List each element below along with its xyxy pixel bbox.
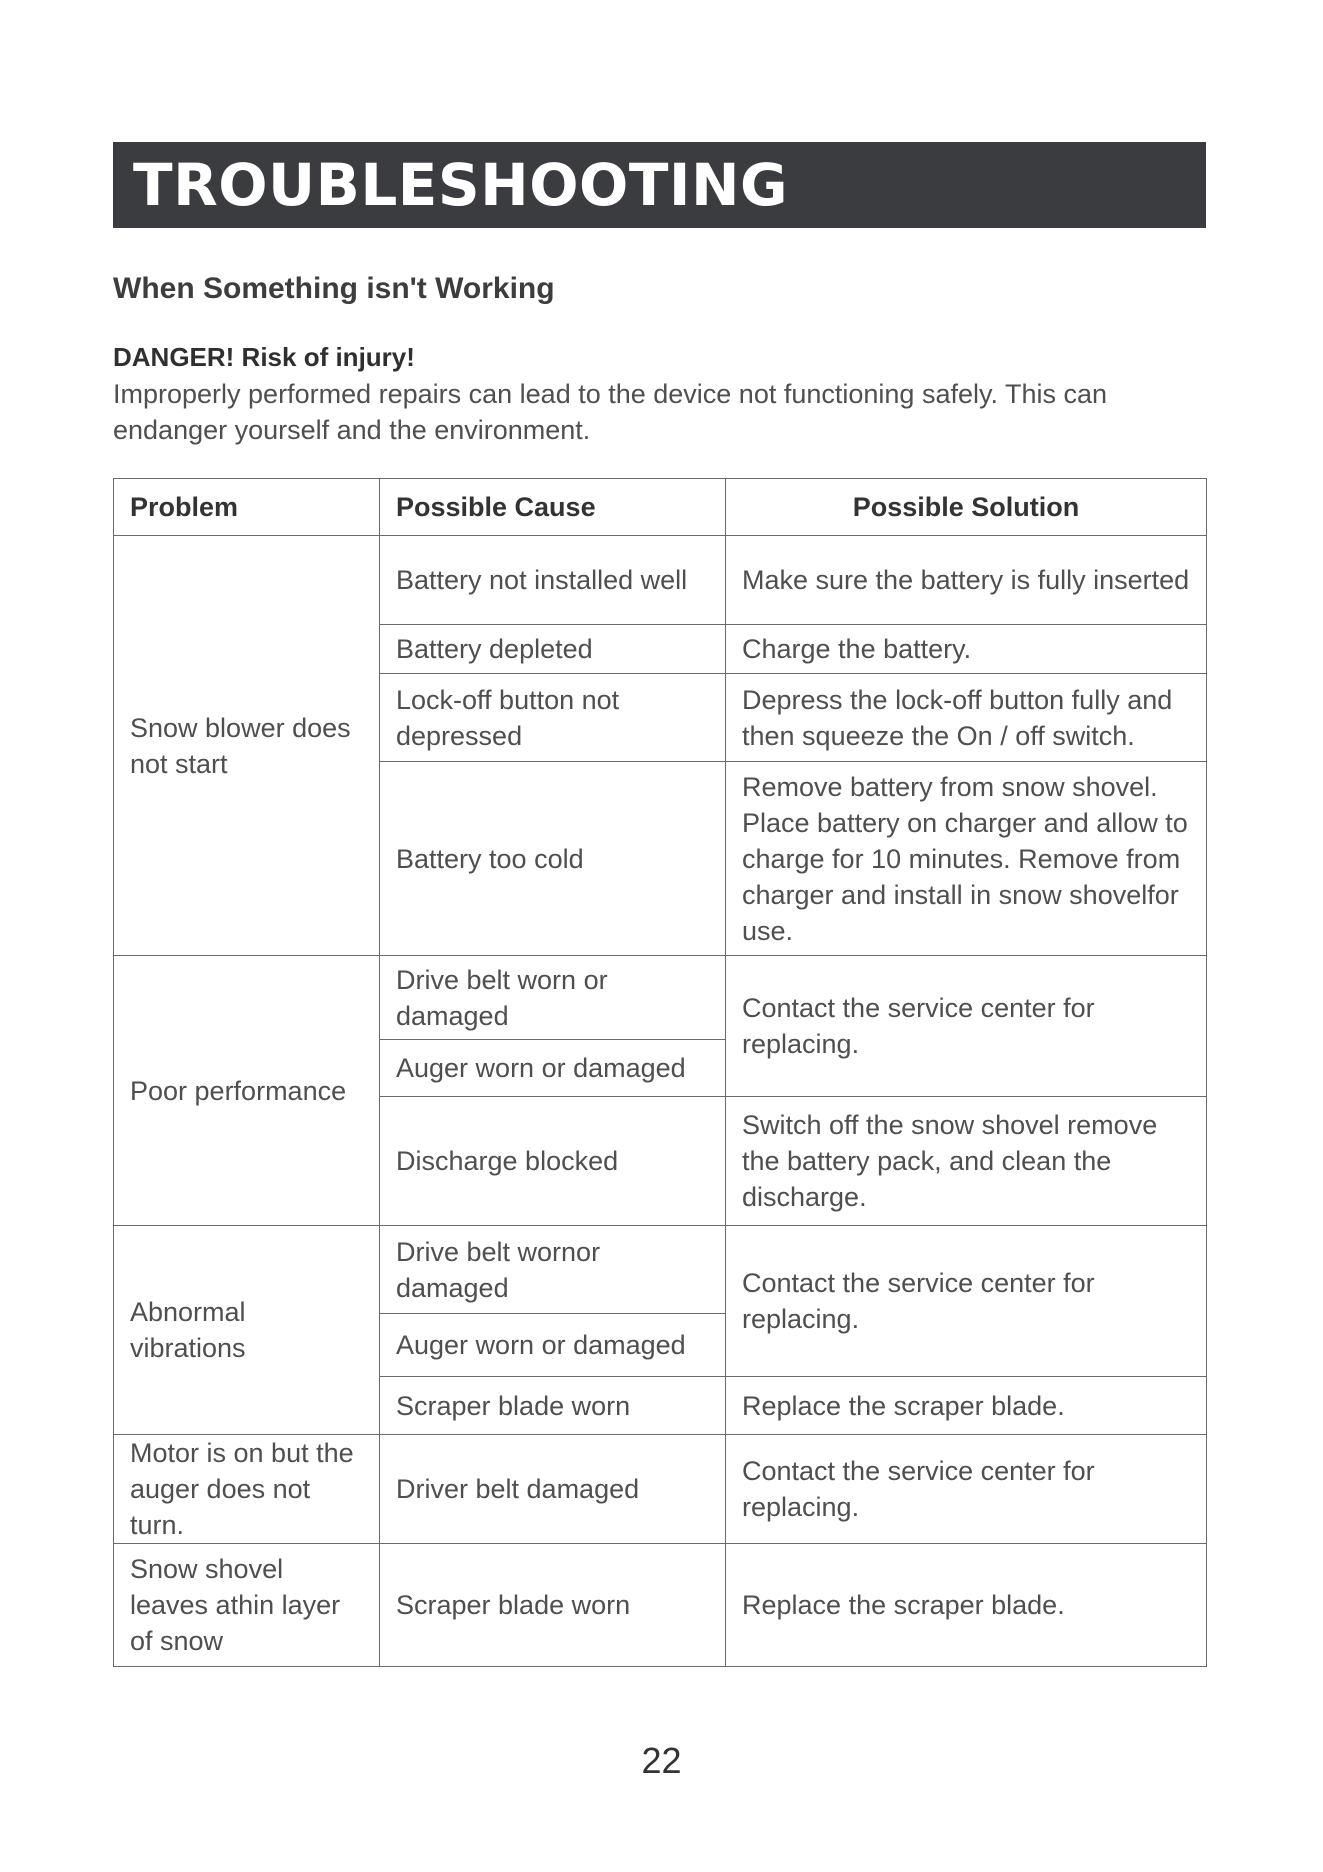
problem-cell: Poor performance xyxy=(114,956,380,1226)
table-row xyxy=(114,1226,1207,1314)
cause-cell: Battery depleted xyxy=(380,625,726,674)
solution-cell: Depress the lock-off button fully and then squeeze the On / off switch. xyxy=(726,674,1207,762)
cause-cell: Driver belt damaged xyxy=(380,1435,726,1544)
table-row xyxy=(114,1435,1207,1544)
cause-cell: Auger worn or damaged xyxy=(380,1040,726,1097)
cause-cell: Battery too cold xyxy=(380,762,726,956)
problem-cell: Motor is on but the auger does not turn. xyxy=(114,1435,380,1544)
cause-cell: Scraper blade worn xyxy=(380,1377,726,1435)
solution-cell: Switch off the snow shovel remove the battery pack, and clean the discharge. xyxy=(726,1097,1207,1226)
cause-cell: Lock-off button not depressed xyxy=(380,674,726,762)
solution-cell: Contact the service center for replacing. xyxy=(726,956,1207,1097)
solution-cell: Contact the service center for replacing. xyxy=(726,1226,1207,1377)
problem-cell: Abnormal vibrations xyxy=(114,1226,380,1435)
cause-cell: Drive belt worn or damaged xyxy=(380,956,726,1040)
cause-cell: Discharge blocked xyxy=(380,1097,726,1226)
problem-cell: Snow blower does not start xyxy=(114,536,380,956)
header-problem: Problem xyxy=(114,479,380,536)
table-row xyxy=(114,956,1207,1040)
cause-cell: Scraper blade worn xyxy=(380,1544,726,1667)
section-title: When Something isn't Working xyxy=(113,272,555,305)
cause-cell: Battery not installed well xyxy=(380,536,726,625)
cause-cell: Drive belt wornor damaged xyxy=(380,1226,726,1314)
table-row xyxy=(114,1544,1207,1667)
table-row xyxy=(114,536,1207,625)
table-header-row xyxy=(114,479,1207,536)
solution-cell: Charge the battery. xyxy=(726,625,1207,674)
solution-cell: Contact the service center for replacing. xyxy=(726,1435,1207,1544)
solution-cell: Remove battery from snow shovel. Place battery on charger and allow to charge for 10 minutes. Remove from charger and install in snow shovelfor use. xyxy=(726,762,1207,956)
solution-cell: Replace the scraper blade. xyxy=(726,1377,1207,1435)
cause-cell: Auger worn or damaged xyxy=(380,1314,726,1377)
solution-cell: Replace the scraper blade. xyxy=(726,1544,1207,1667)
header-solution: Possible Solution xyxy=(726,479,1207,536)
title-banner xyxy=(113,142,1206,228)
header-cause: Possible Cause xyxy=(380,479,726,536)
solution-cell: Make sure the battery is fully inserted xyxy=(726,536,1207,625)
troubleshooting-table xyxy=(113,478,1207,1667)
page-number: 22 xyxy=(641,1740,682,1781)
page-title: TROUBLESHOOTING xyxy=(133,151,789,219)
danger-heading: DANGER! Risk of injury! xyxy=(113,342,415,372)
problem-cell: Snow shovel leaves athin layer of snow xyxy=(114,1544,380,1667)
danger-text: Improperly performed repairs can lead to the device not functioning safely. This can endanger yourself and the environment. xyxy=(113,379,1108,445)
